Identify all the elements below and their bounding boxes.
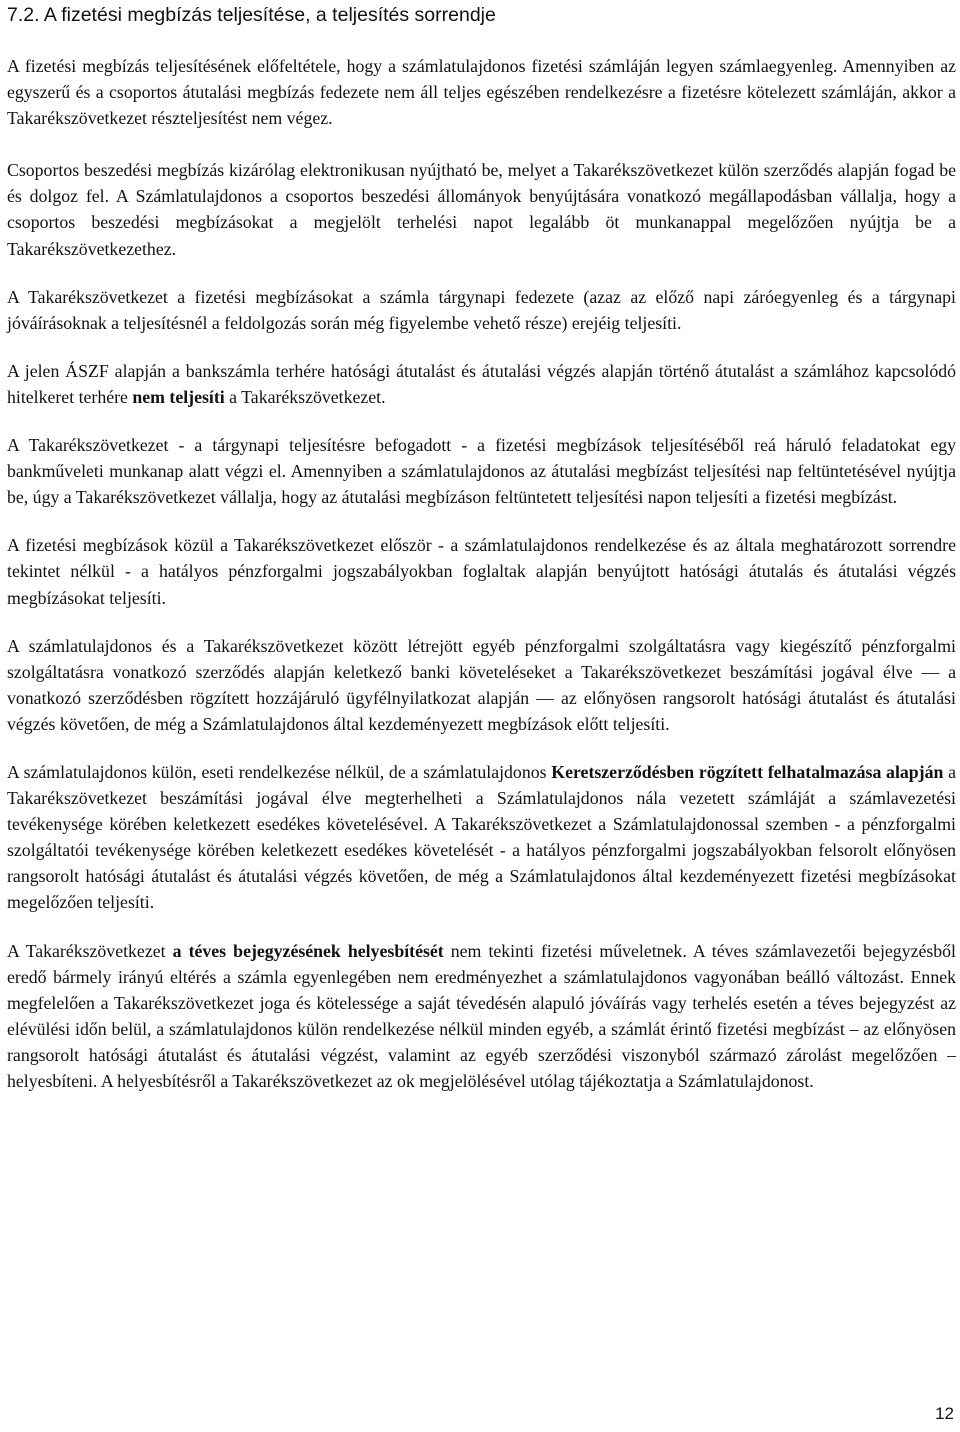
paragraph-4-text-c: a Takarékszövetkezet.: [224, 386, 386, 407]
paragraph-6: A fizetési megbízások közül a Takarékszövetkezet először - a számlatulajdonos rendelkezése és az általa meghatározott sorrendre tekintet nélkül - a hatályos pénzforgalmi jogszabályokban foglaltak alapján benyújtott hatósági átutalás és átutalási végzés megbízásokat teljesíti.: [7, 535, 956, 608]
paragraph-9: [7, 938, 956, 1095]
paragraph-3: A Takarékszövetkezet a fizetési megbízásokat a számla tárgynapi fedezete (azaz az előző napi záróegyenleg és a tárgynapi jóváírásoknak a teljesítésnél a feldolgozás során még figyelembe vehető része) erejéig teljesíti.: [7, 286, 956, 333]
paragraph-5: A Takarékszövetkezet - a tárgynapi teljesítésre befogadott - a fizetési megbízások teljesítéséből reá háruló feladatokat egy bankműveleti munkanap alatt végzi el. Amennyiben a számlatulajdonos az átutalási megbízást teljesítési nap feltüntetésével nyújtja be, úgy a Takarékszövetkezet vállalja, hogy az átutalási megbízáson feltüntetett teljesítési napon teljesíti a fizetési megbízást.: [7, 435, 956, 508]
paragraph-2: Csoportos beszedési megbízás kizárólag elektronikusan nyújtható be, melyet a Takarékszövetkezet külön szerződés alapján fogad be és dolgoz fel. A Számlatulajdonos a csoportos beszedési állományok benyújtására vonatkozó megállapodásban vállalja, hogy a csoportos beszedési megbízásokat a megjelölt terhelési napot legalább öt munkanappal megelőzően nyújtja be a Takarékszövetkezethez.: [7, 160, 956, 259]
paragraph-8-text-c: a Takarékszövetkezet beszámítási jogával élve megterhelheti a Számlatulajdonos nála vezetett számláját a számlavezetési tevékenysége körében keletkezett esedékes követelésével. A Takarékszövetkezet a Számlatulajdonossal szemben - a pénzforgalmi szolgáltatói tevékenysége körében keletkezett esedékes követelését - a hatályos pénzforgalmi jogszabályokban felsorolt előnyösen rangsorolt hatósági átutalást és átutalási végzés követően, de még a Számlatulajdonos által kezdeményezett fizetési megbízásokat megelőzően teljesíti.: [7, 761, 956, 913]
paragraph-4: [7, 358, 956, 410]
paragraph-8: [7, 759, 956, 916]
document-page: [7, 0, 956, 1094]
paragraph-9-text-a: A Takarékszövetkezet: [7, 940, 173, 961]
paragraph-9-text-c: nem tekinti fizetési műveletnek. A téves számlavezetői bejegyzésből eredő bármely irányú eltérés a számla egyenlegében nem eredményezhet a számlatulajdonos vagyonában beálló változást. Ennek megfelelően a Takarékszövetkezet joga és kötelessége a saját tévedésén alapuló jóváírás vagy terhelés esetén a téves bejegyzést az elévülési időn belül, a számlatulajdonos külön rendelkezése nélkül minden egyéb, a számlát érintő fizetési megbízást – az előnyösen rangsorolt hatósági átutalást és átutalási végzést, valamint az egyéb szerződési viszonyból származó zárolást megelőzően – helyesbíteni. A helyesbítésről a Takarékszövetkezet az ok megjelölésével utólag tájékoztatja a Számlatulajdonost.: [7, 940, 956, 1091]
page-number: 12: [935, 1404, 954, 1423]
paragraph-1: A fizetési megbízás teljesítésének előfeltétele, hogy a számlatulajdonos fizetési számláján legyen számlaegyenleg. Amennyiben az egyszerű és a csoportos átutalási megbízás fedezete nem áll teljes egészében rendelkezésre a fizetésre kötelezett számláján, akkor a Takarékszövetkezet részteljesítést nem végez.: [7, 56, 956, 129]
paragraph-4-text-a: A jelen ÁSZF alapján a bankszámla terhére hatósági átutalást és átutalási végzés alapján történő átutalást a számlához kapcsolódó hitelkeret terhére: [7, 360, 956, 407]
paragraph-8-bold: Keretszerződésben rögzített felhatalmazása alapján: [551, 761, 944, 782]
paragraph-9-bold: a téves bejegyzésének helyesbítését: [172, 940, 444, 961]
section-heading: 7.2. A fizetési megbízás teljesítése, a teljesítés sorrendje: [7, 4, 496, 26]
paragraph-4-bold: nem teljesíti: [132, 386, 225, 407]
paragraph-7: A számlatulajdonos és a Takarékszövetkezet között létrejött egyéb pénzforgalmi szolgáltatásra vagy kiegészítő pénzforgalmi szolgáltatásra vonatkozó szerződés alapján keletkező banki követeléseket a Takarékszövetkezet beszámítási jogával élve — a vonatkozó szerződésben rögzített hozzájáruló ügyfélnyilatkozat alapján — az előnyösen rangsorolt hatósági átutalást és átutalási végzés követően, de még a Számlatulajdonos által kezdeményezett megbízások előtt teljesíti.: [7, 635, 956, 734]
paragraph-8-text-a: A számlatulajdonos külön, eseti rendelkezése nélkül, de a számlatulajdonos: [7, 761, 552, 782]
